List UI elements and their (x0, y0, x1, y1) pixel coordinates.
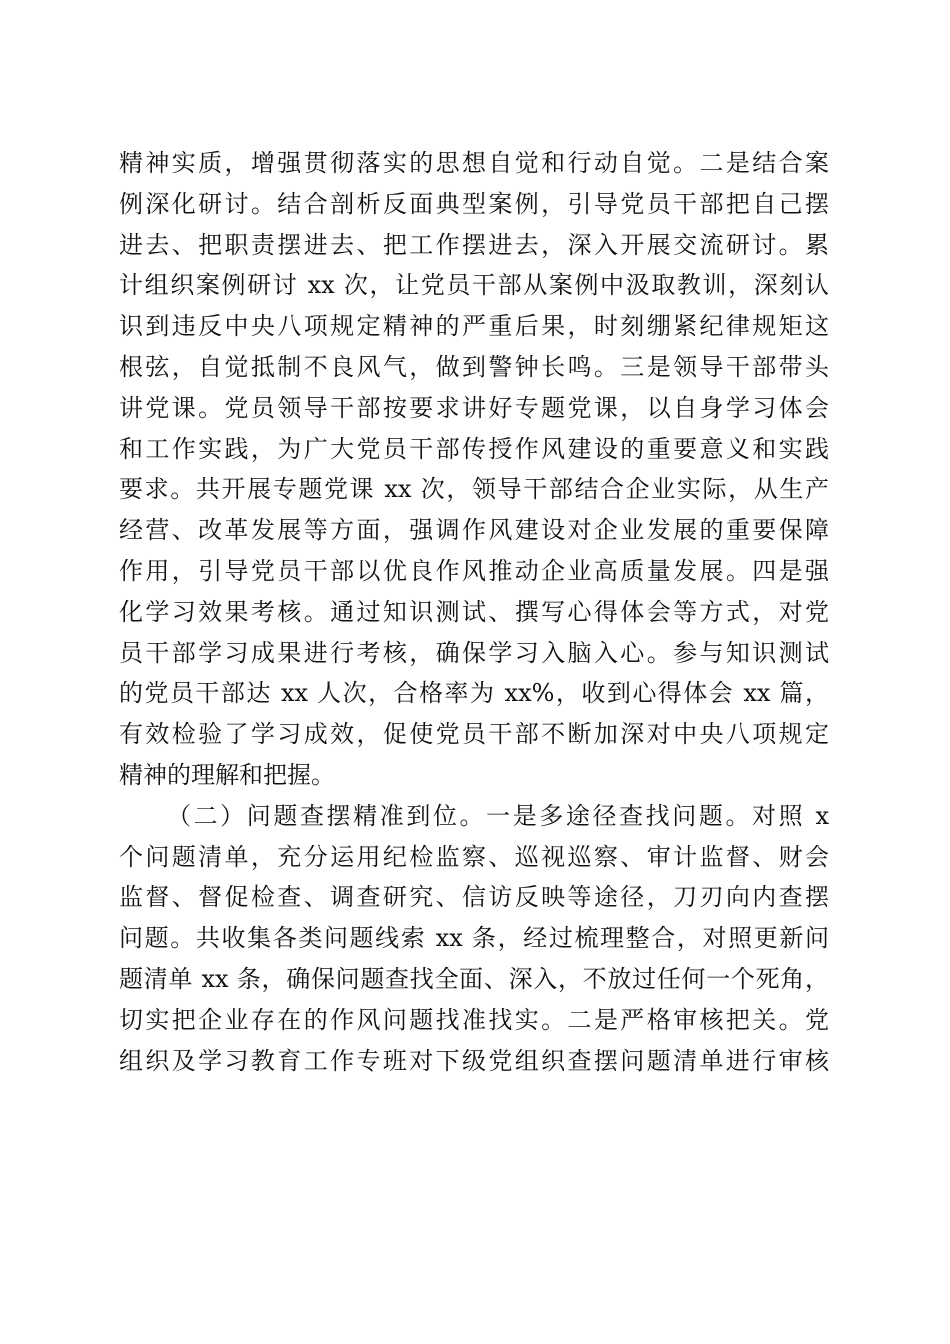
text-line: 要求。共开展专题党课 xx 次，领导干部结合企业实际，从生产 (119, 475, 829, 504)
text-line: 和工作实践，为广大党员干部传授作风建设的重要意义和实践 (119, 434, 829, 463)
text-line: 员干部学习成果进行考核，确保学习入脑入心。参与知识测试 (119, 638, 829, 667)
text-line: 识到违反中央八项规定精神的严重后果，时刻绷紧纪律规矩这 (119, 312, 829, 341)
text-line: 计组织案例研讨 xx 次，让党员干部从案例中汲取教训，深刻认 (119, 271, 829, 300)
section-heading-line: （二）问题查摆精准到位。一是多途径查找问题。对照 x (167, 801, 829, 830)
text-line: 组织及学习教育工作专班对下级党组织查摆问题清单进行审核 (119, 1046, 829, 1075)
text-line: 监督、督促检查、调查研究、信访反映等途径，刀刃向内查摆 (119, 883, 829, 912)
text-line: 化学习效果考核。通过知识测试、撰写心得体会等方式，对党 (119, 597, 829, 626)
text-line: 讲党课。党员领导干部按要求讲好专题党课，以自身学习体会 (119, 393, 829, 422)
text-line: 经营、改革发展等方面，强调作风建设对企业发展的重要保障 (119, 516, 829, 545)
text-line: 问题。共收集各类问题线索 xx 条，经过梳理整合，对照更新问 (119, 924, 829, 953)
text-line: 根弦，自觉抵制不良风气，做到警钟长鸣。三是领导干部带头 (119, 352, 829, 381)
text-line: 个问题清单，充分运用纪检监察、巡视巡察、审计监督、财会 (119, 842, 829, 871)
document-body (119, 143, 829, 1081)
text-line: 题清单 xx 条，确保问题查找全面、深入，不放过任何一个死角， (119, 964, 829, 993)
text-line: 的党员干部达 xx 人次，合格率为 xx%，收到心得体会 xx 篇， (119, 679, 829, 708)
text-line: 精神实质，增强贯彻落实的思想自觉和行动自觉。二是结合案 (119, 149, 829, 177)
text-line: 切实把企业存在的作风问题找准找实。二是严格审核把关。党 (119, 1005, 829, 1034)
text-line: 作用，引导党员干部以优良作风推动企业高质量发展。四是强 (119, 556, 829, 585)
paragraph-end-line: 精神的理解和把握。 (119, 760, 335, 789)
text-line: 进去、把职责摆进去、把工作摆进去，深入开展交流研讨。累 (119, 230, 829, 259)
text-line: 有效检验了学习成效，促使党员干部不断加深对中央八项规定 (119, 720, 829, 749)
text-line: 例深化研讨。结合剖析反面典型案例，引导党员干部把自己摆 (119, 189, 829, 218)
